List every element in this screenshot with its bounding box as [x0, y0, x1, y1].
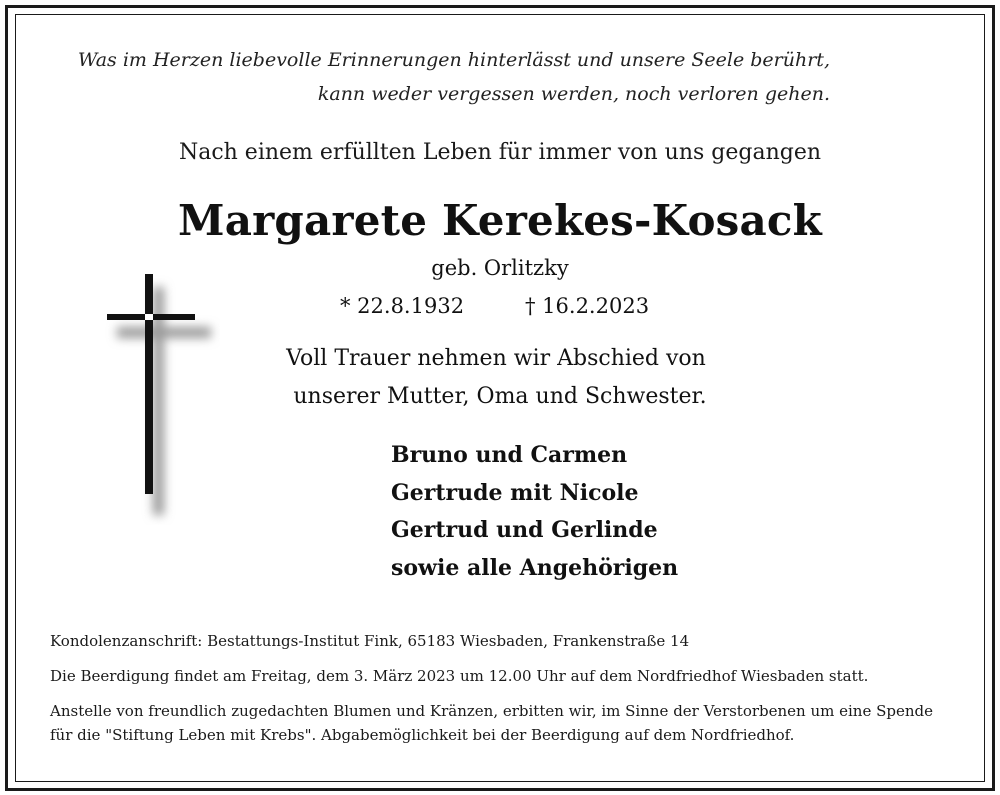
condolence-address: Kondolenzanschrift: Bestattungs-Institut Fink, 65183 Wiesbaden, Frankenstraße 14 — [50, 632, 690, 650]
intro-text: Nach einem erfüllten Leben für immer von uns gegangen — [178, 140, 822, 165]
mourning-line-1: Voll Trauer nehmen wir Abschied von — [286, 346, 706, 371]
family-member: sowie alle Angehörigen — [391, 555, 679, 581]
family-member: Bruno und Carmen — [391, 442, 628, 468]
donation-note: Anstelle von freundlich zugedachten Blumen und Kränzen, erbitten wir, im Sinne der Verstorbenen um eine Spende für die "Stiftung Leben mit Krebs". Abgabemöglichkeit bei der Beerdigung auf dem Nordfriedhof. — [50, 702, 934, 744]
funeral-info: Die Beerdigung findet am Freitag, dem 3. März 2023 um 12.00 Uhr auf dem Nordfriedhof Wiesbaden statt. — [50, 667, 869, 685]
family-member: Gertrude mit Nicole — [391, 480, 639, 506]
birth-date: * 22.8.1932 — [340, 294, 465, 318]
maiden-name: geb. Orlitzky — [431, 256, 569, 280]
deceased-name: Margarete Kerekes-Kosack — [178, 196, 822, 245]
motto-line-1: Was im Herzen liebevolle Erinnerungen hinterlässt und unsere Seele berührt, — [77, 49, 830, 71]
death-date: † 16.2.2023 — [525, 294, 650, 318]
family-member: Gertrud und Gerlinde — [391, 517, 658, 543]
motto-line-2: kann weder vergessen werden, noch verloren gehen. — [317, 83, 830, 105]
mourning-line-2: unserer Mutter, Oma und Schwester. — [293, 384, 707, 409]
